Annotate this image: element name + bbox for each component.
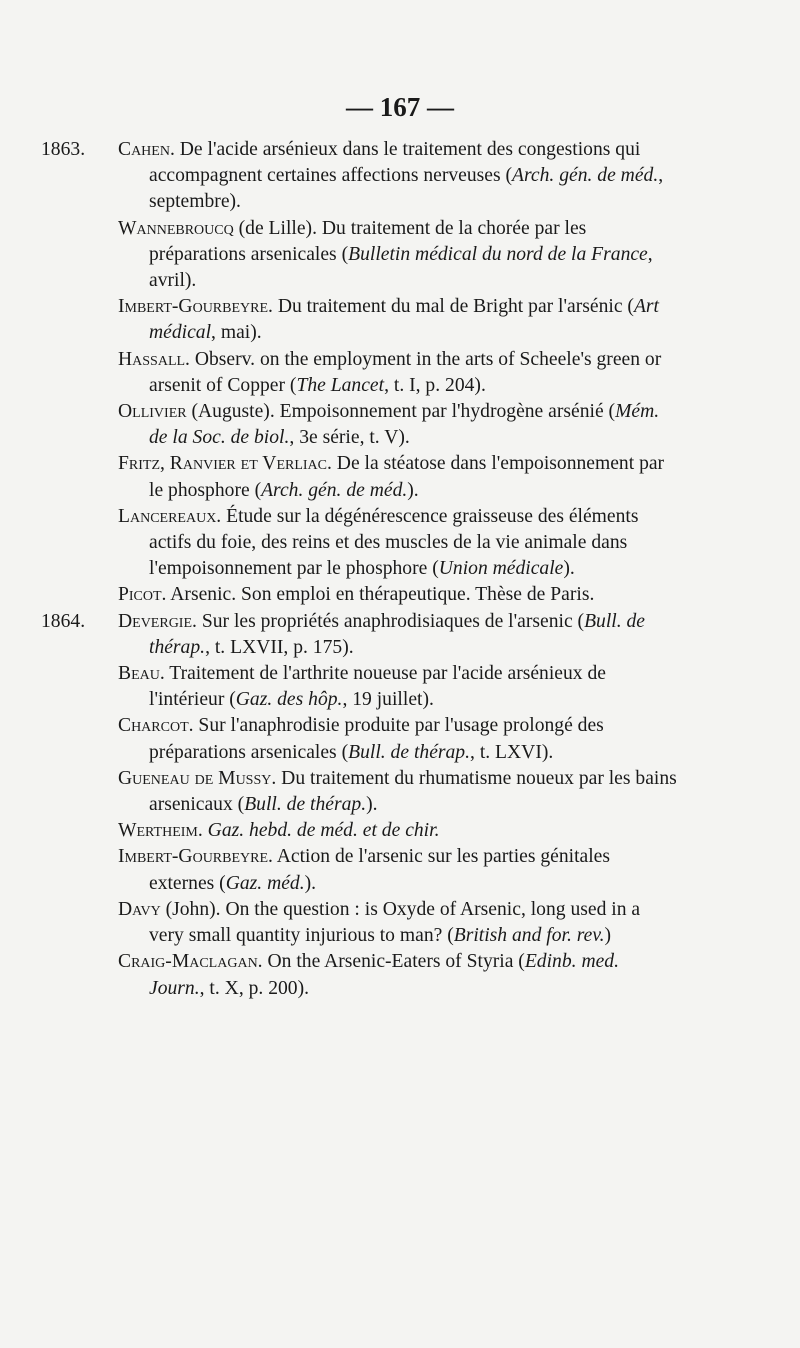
entry-author: Picot.	[118, 584, 167, 606]
entry-details: ).	[304, 872, 317, 894]
entry-author: Cahen.	[118, 139, 175, 160]
entry-details: ).	[407, 479, 419, 501]
entry-text: Action de l'arsenic sur les parties génitales externes (	[149, 846, 611, 894]
entry-source: Union médicale	[438, 558, 564, 580]
bibliography-entry	[118, 294, 678, 346]
entry-source: Edinb. med. Journ.	[149, 951, 619, 999]
entry-source: Bulletin médical du nord de la France	[348, 243, 648, 265]
bibliography-entry	[118, 661, 678, 713]
entry-author: Ollivier	[118, 401, 187, 423]
entry-text: Sur les propriétés anaphrodisiaques de l'arsenic (	[196, 610, 585, 632]
entry-author: Wannebroucq	[118, 217, 234, 239]
bibliography-entry	[118, 818, 678, 844]
bibliography-entry	[41, 137, 678, 216]
bibliography-entry	[41, 609, 678, 661]
bibliography-entry	[118, 216, 678, 295]
entry-source: Bull. de thérap.	[244, 794, 367, 816]
entry-source: Mém. de la Soc. de biol.	[149, 401, 660, 449]
entry-author: Devergie.	[118, 610, 197, 632]
entry-year: 1863.	[41, 139, 86, 160]
entry-text: (Auguste). Empoisonnement par l'hydrogène arsénié (	[186, 401, 616, 423]
entry-text: (John). On the question : is Oxyde of Arsenic, long used in a very small quantity injurious to man? (	[149, 898, 641, 947]
entry-source: Art médical	[149, 296, 659, 344]
entry-author: Davy	[118, 898, 161, 920]
entry-text: Observ. on the employment in the arts of Scheele's green or arsenit of Copper (	[149, 348, 662, 396]
entry-text: Du traitement du mal de Bright par l'arsénic (	[272, 296, 634, 318]
entry-details: , mai).	[211, 322, 262, 344]
entry-source: Arch. gén. de méd.	[512, 165, 659, 187]
bibliography-list	[41, 137, 678, 1002]
entry-year: 1864.	[41, 610, 86, 632]
bibliography-entry	[118, 897, 678, 949]
entry-source: The Lancet	[296, 374, 385, 396]
entry-text: On the Arsenic-Eaters of Styria (	[262, 951, 525, 973]
page-number: — 167 —	[346, 92, 454, 122]
entry-source: Gaz. hebd. de méd. et de chir.	[207, 820, 440, 842]
entry-author: Lancereaux.	[118, 505, 222, 527]
bibliography-entry	[118, 844, 678, 896]
entry-source: Bull. de thérap.	[348, 741, 471, 763]
entry-text: (de Lille). Du traitement de la chorée par les préparations arsenicales (	[149, 217, 587, 265]
entry-details: , avril).	[149, 243, 653, 292]
entry-text: Étude sur la dégénérescence graisseuse des éléments actifs du foie, des reins et des muscles de la vie animale dans l'empoisonnement par le phosphore (	[149, 505, 639, 580]
entry-details: , 19 juillet).	[342, 689, 434, 711]
bibliography-entry	[118, 582, 678, 608]
entry-author: Hassall.	[118, 348, 190, 370]
entry-author: Imbert-Gourbeyre.	[118, 846, 273, 868]
entry-source: British and for. rev.	[453, 925, 605, 947]
entry-text: Sur l'anaphrodisie produite par l'usage prolongé des préparations arsenicales (	[149, 715, 604, 763]
entry-text: De la stéatose dans l'empoisonnement par le phosphore (	[149, 453, 665, 501]
entry-source: Bull. de thérap.	[149, 610, 646, 658]
bibliography-entry	[118, 347, 678, 399]
entry-details: , 3e série, t. V).	[289, 427, 410, 449]
bibliography-entry	[118, 766, 678, 818]
bibliography-entry	[118, 713, 678, 765]
entry-details: ).	[563, 558, 575, 580]
entry-text: De l'acide arsénieux dans le traitement des congestions qui accompagnent certaines affections nerveuses (	[149, 139, 641, 187]
entry-details: , t. X, p. 200).	[199, 977, 310, 999]
entry-author: Beau.	[118, 663, 165, 685]
entry-details: , t. LXVII, p. 175).	[205, 636, 354, 658]
entry-details: , t. LXVI).	[470, 741, 554, 763]
entry-details: )	[604, 925, 612, 947]
entry-author: Gueneau de Mussy.	[118, 767, 277, 789]
entry-text: Du traitement du rhumatisme noueux par les bains arsenicaux (	[149, 767, 677, 816]
entry-text: Arsenic. Son emploi en thérapeutique. Thèse de Paris.	[166, 584, 595, 606]
entry-text: Traitement de l'arthrite noueuse par l'acide arsénieux de l'intérieur (	[149, 663, 606, 711]
bibliography-entry	[118, 451, 678, 503]
bibliography-entry	[118, 504, 678, 583]
entry-details: ).	[366, 794, 378, 816]
entry-author: Fritz, Ranvier et Verliac.	[118, 453, 332, 475]
entry-source: Gaz. méd.	[225, 872, 305, 894]
entry-author: Charcot.	[118, 715, 194, 737]
entry-details: , t. I, p. 204).	[384, 374, 486, 396]
entry-source: Gaz. des hôp.	[235, 689, 343, 711]
entry-author: Imbert-Gourbeyre.	[118, 296, 273, 318]
entry-source: Arch. gén. de méd.	[261, 479, 408, 501]
bibliography-entry	[118, 949, 678, 1001]
entry-author: Craig-Maclagan.	[118, 951, 263, 973]
entry-author: Wertheim.	[118, 820, 203, 842]
entry-details: , septembre).	[149, 165, 664, 213]
bibliography-entry	[118, 399, 678, 451]
